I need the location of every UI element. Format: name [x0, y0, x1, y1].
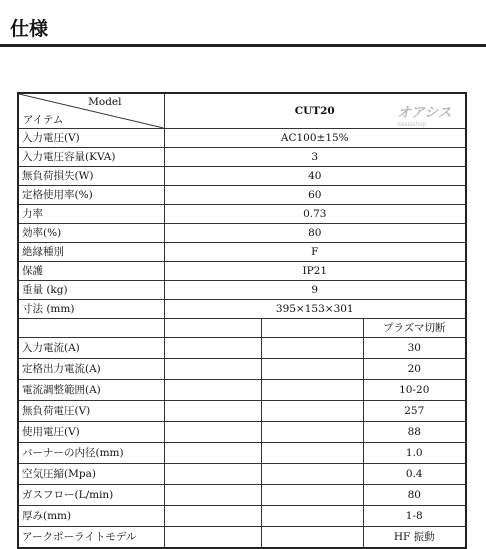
table-row: [18, 148, 466, 167]
table-row: [18, 338, 466, 359]
table-row: [18, 167, 466, 186]
spec-label: 電流調整範囲(A): [18, 380, 164, 401]
table-row: [18, 506, 466, 527]
table-row: [18, 224, 466, 243]
table-row: [18, 443, 466, 464]
empty-cell: [261, 380, 363, 401]
spec-value: 3: [164, 148, 466, 167]
empty-cell: [164, 506, 261, 527]
empty-cell: [261, 506, 363, 527]
empty-cell: [164, 319, 261, 338]
empty-cell: [261, 464, 363, 485]
spec-value: 257: [363, 401, 466, 422]
spec-value: 1.0: [363, 443, 466, 464]
empty-cell: [261, 527, 363, 549]
spec-value: 40: [164, 167, 466, 186]
spec-label: 定格出力電流(A): [18, 359, 164, 380]
spec-label: 力率: [18, 205, 164, 224]
spec-label: 効率(%): [18, 224, 164, 243]
empty-cell: [164, 422, 261, 443]
empty-cell: [164, 527, 261, 549]
table-row: [18, 464, 466, 485]
spec-value: 1-8: [363, 506, 466, 527]
spec-label: 重量 (kg): [18, 281, 164, 300]
empty-cell: [164, 464, 261, 485]
spec-value: 0.73: [164, 205, 466, 224]
spec-label: 定格使用率(%): [18, 186, 164, 205]
spec-value: 60: [164, 186, 466, 205]
table-row: [18, 359, 466, 380]
table-row: [18, 401, 466, 422]
spec-label: 厚み(mm): [18, 506, 164, 527]
table-row: [18, 422, 466, 443]
empty-cell: [261, 422, 363, 443]
table-row: [18, 186, 466, 205]
spec-label: バーナーの内径(mm): [18, 443, 164, 464]
spec-table: [17, 92, 467, 549]
empty-cell: [261, 359, 363, 380]
spec-value: 9: [164, 281, 466, 300]
table-row: [18, 243, 466, 262]
empty-cell: [164, 485, 261, 506]
empty-cell: [261, 338, 363, 359]
table-row: [18, 205, 466, 224]
spec-label: 入力電流(A): [18, 338, 164, 359]
watermark-logo: オアシス: [397, 105, 452, 121]
table-header-row: [18, 93, 466, 129]
spec-value: 80: [363, 485, 466, 506]
spec-value: F: [164, 243, 466, 262]
empty-cell: [164, 401, 261, 422]
spec-value: 80: [164, 224, 466, 243]
spec-value: IP21: [164, 262, 466, 281]
spec-value: 10-20: [363, 380, 466, 401]
spec-label: アークポーライトモデル: [18, 527, 164, 549]
watermark-url: oasisshop: [397, 121, 427, 128]
mode-header-label: プラズマ切断: [363, 319, 466, 338]
table-row: [18, 527, 466, 549]
page-title: 仕様: [10, 18, 49, 40]
spec-label: ガスフロー(L/min): [18, 485, 164, 506]
empty-cell: [164, 359, 261, 380]
empty-cell: [164, 380, 261, 401]
heading-divider: [0, 44, 486, 47]
empty-cell: [261, 319, 363, 338]
spec-value: HF 振動: [363, 527, 466, 549]
spec-value: 30: [363, 338, 466, 359]
model-name-cell: CUT20: [164, 93, 466, 129]
table-row: [18, 300, 466, 319]
empty-cell: [261, 485, 363, 506]
spec-label: 入力電圧(V): [18, 129, 164, 148]
empty-cell: [164, 443, 261, 464]
empty-cell: [164, 338, 261, 359]
spec-value: 0.4: [363, 464, 466, 485]
spec-label: 保護: [18, 262, 164, 281]
mode-header-row: [18, 319, 466, 338]
table-row: [18, 281, 466, 300]
corner-model-label: Model: [88, 96, 122, 108]
empty-cell: [261, 401, 363, 422]
spec-value: AC100±15%: [164, 129, 466, 148]
table-row: [18, 262, 466, 281]
corner-item-label: アイテム: [23, 114, 64, 126]
model-item-corner-cell: [18, 93, 164, 129]
spec-value: 20: [363, 359, 466, 380]
spec-value: 395×153×301: [164, 300, 466, 319]
table-row: [18, 485, 466, 506]
table-row: [18, 380, 466, 401]
spec-label: 無負荷電圧(V): [18, 401, 164, 422]
empty-cell: [18, 319, 164, 338]
table-row: [18, 129, 466, 148]
spec-label: 寸法 (mm): [18, 300, 164, 319]
empty-cell: [261, 443, 363, 464]
spec-label: 無負荷損失(W): [18, 167, 164, 186]
spec-label: 絶縁種別: [18, 243, 164, 262]
spec-label: 使用電圧(V): [18, 422, 164, 443]
spec-value: 88: [363, 422, 466, 443]
spec-label: 空気圧縮(Mpa): [18, 464, 164, 485]
spec-label: 入力電圧容量(KVA): [18, 148, 164, 167]
